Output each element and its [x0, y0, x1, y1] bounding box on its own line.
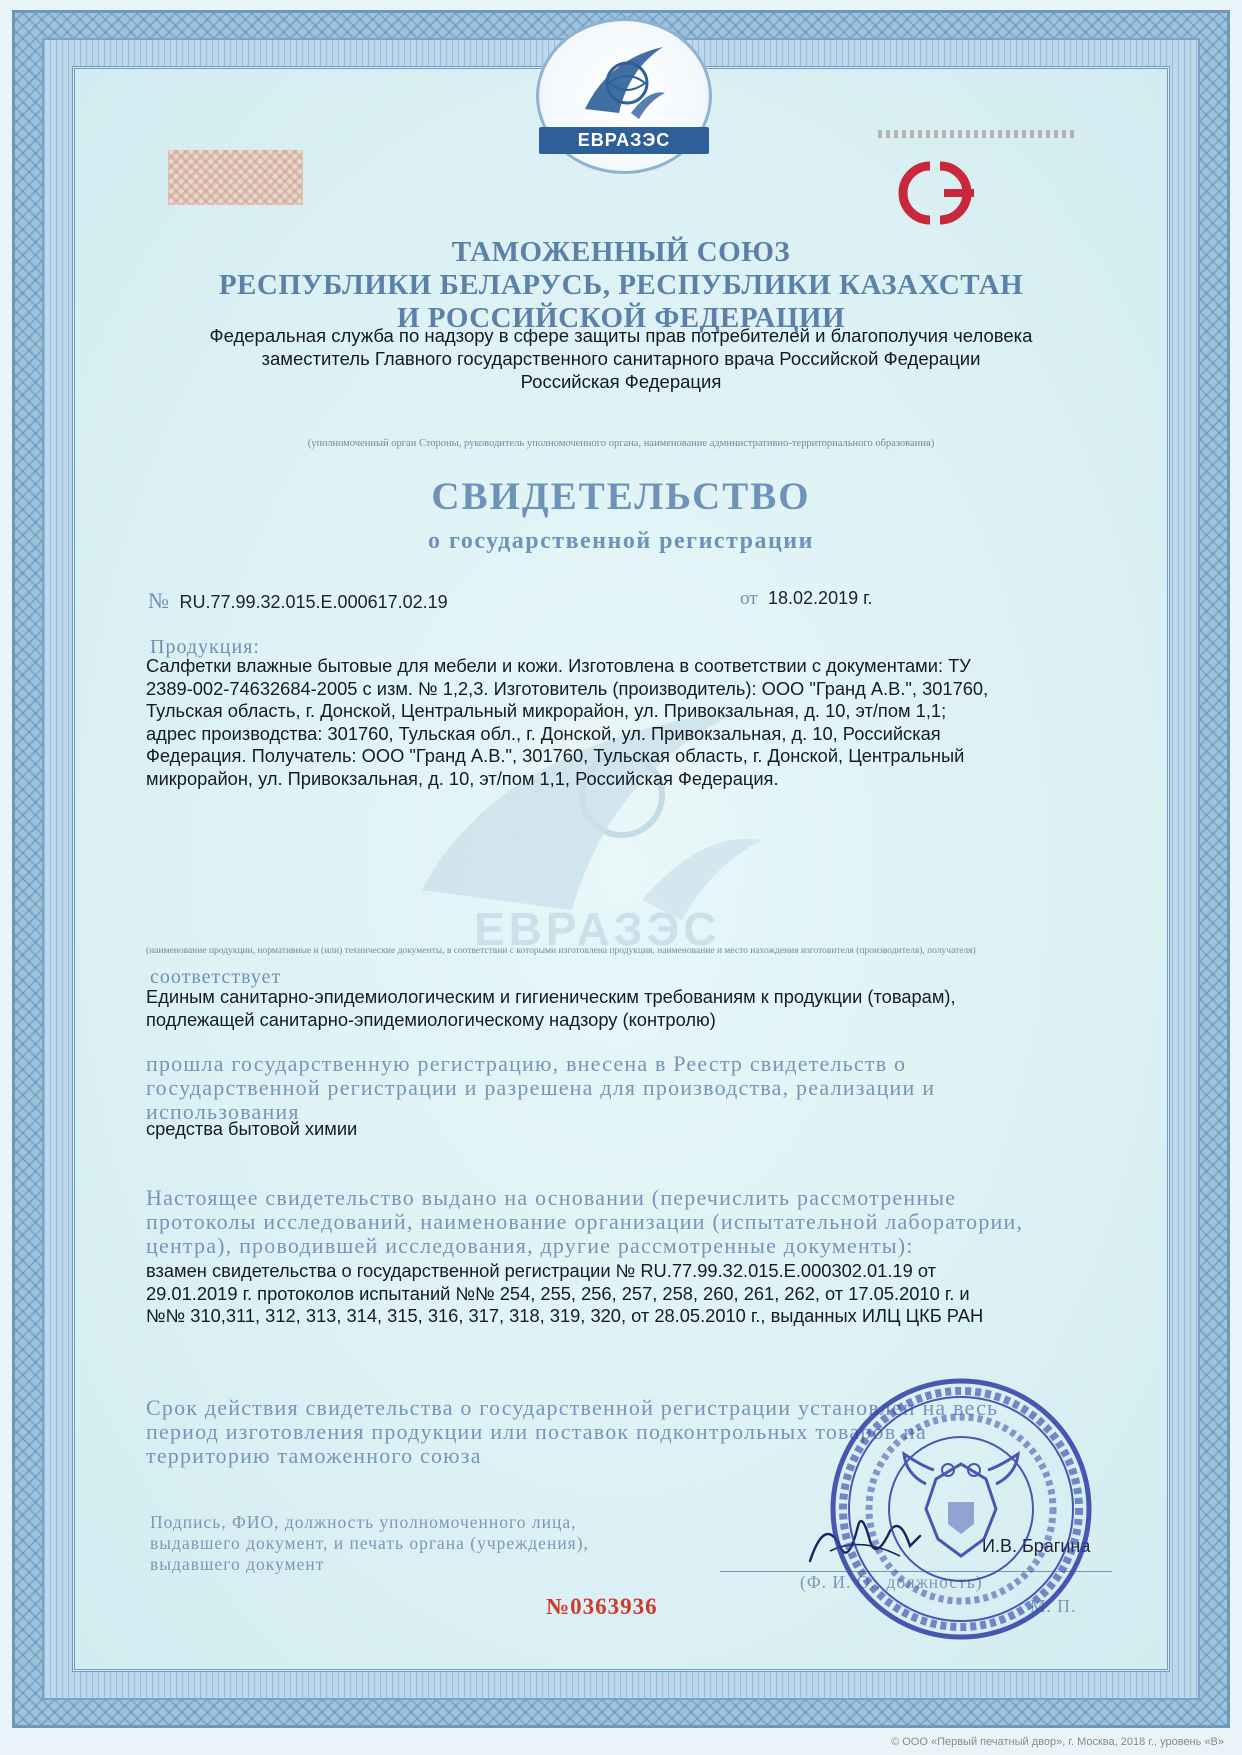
product-caption: (наименование продукции, нормативные и (или) технические документы, в соответствии с которыми изготовлена продукция, наименование и место нахождения изготовителя (производителя), получателя) [146, 946, 976, 956]
form-serial-number: №0363936 [546, 1594, 658, 1619]
validity-line: территорию таможенного союза [146, 1443, 482, 1468]
date-prefix: от [740, 588, 758, 609]
basis-line: протоколы исследований, наименование организации (испытательной лаборатории, [146, 1209, 1024, 1234]
union-title [130, 236, 1112, 335]
product-line: микрорайон, ул. Привокзальная, д. 10, эт/пом 1,1, Российская Федерация. [146, 767, 779, 789]
document-title: СВИДЕТЕЛЬСТВО [431, 475, 811, 518]
svg-text:ЕВРАЗЭС: ЕВРАЗЭС [474, 903, 721, 955]
conformity-line: подлежащей санитарно-эпидемиологическому надзору (контролю) [146, 1008, 716, 1030]
emblem-label: ЕВРАЗЭС [539, 127, 709, 154]
signature-caption [150, 1512, 660, 1575]
registration-date-row [740, 588, 872, 610]
product-line: Федерация. Получатель: ООО "Гранд А.В.", 301760, Тульская область, г. Донской, Центральный [146, 745, 965, 766]
registration-number-row [148, 588, 448, 614]
official-seal-stamp-icon [826, 1374, 1096, 1644]
statement-line: использования [146, 1099, 300, 1124]
registration-date: 18.02.2019 г. [768, 588, 873, 608]
union-title-line: И РОССИЙСКОЙ ФЕДЕРАЦИИ [396, 302, 846, 334]
security-microprint-strip [878, 130, 1078, 138]
validity-line: Срок действия свидетельства о государственной регистрации установлен на весь [146, 1395, 999, 1420]
authority-line: Российская Федерация [520, 371, 722, 392]
registration-statement [146, 1052, 1102, 1124]
basis-line: Настоящее свидетельство выдано на основании (перечислить рассмотренные [146, 1185, 957, 1210]
fio-caption: (Ф. И. О., должность) [800, 1572, 983, 1592]
union-title-line: РЕСПУБЛИКИ БЕЛАРУСЬ, РЕСПУБЛИКИ КАЗАХСТАН [218, 269, 1024, 301]
union-title-line: ТАМОЖЕННЫЙ СОЮЗ [451, 236, 791, 268]
basis-statement [146, 1186, 1102, 1258]
eurasec-emblem [536, 18, 712, 174]
basis-line: центра), проводившей исследования, другие рассмотренные документы): [146, 1233, 914, 1258]
signature-caption-line: выдавшего документ [150, 1554, 325, 1574]
product-line: 2389-002-74632684-2005 с изм. № 1,2,3. Изготовитель (производитель): ООО "Гранд А.В.", 301760, [146, 677, 989, 699]
usage-category: средства бытовой химии [146, 1118, 358, 1139]
basis-document-line: взамен свидетельства о государственной регистрации № RU.77.99.32.015.Е.000302.01.19 от [146, 1260, 936, 1281]
document-subtitle: о государственной регистрации [428, 528, 814, 554]
eac-conformity-mark-icon [882, 158, 988, 228]
product-line: адрес производства: 301760, Тульская обл., г. Донской, ул. Привокзальная, д. 10, Российская [146, 722, 941, 744]
product-description [146, 655, 1110, 790]
product-label: Продукция: [150, 636, 260, 658]
authority-line: Федеральная служба по надзору в сфере защиты прав потребителей и благополучия человека [209, 325, 1033, 346]
registration-number: RU.77.99.32.015.Е.000617.02.19 [179, 592, 448, 612]
issuing-authority [130, 324, 1112, 393]
eurasec-globe-icon [579, 39, 669, 125]
authority-caption: (уполномоченный орган Стороны, руководитель уполномоченного органа, наименование административно-территориального образования) [307, 438, 935, 449]
conformity-requirements [146, 986, 1110, 1031]
seal-place-mark: М. П. [1030, 1596, 1077, 1616]
basis-document-line: №№ 310,311, 312, 313, 314, 315, 316, 317, 318, 319, 320, от 28.05.2010 г., выданных ИЛЦ ЦКБ РАН [146, 1305, 984, 1326]
product-line: Тульская область, г. Донской, Центральный микрорайон, ул. Привокзальная, д. 10, эт/пом 1,1; [146, 700, 947, 721]
basis-document-line: 29.01.2019 г. протоколов испытаний №№ 254, 255, 256, 257, 258, 260, 261, 262, от 17.05.2010 г. и [146, 1282, 970, 1304]
product-line: Салфетки влажные бытовые для мебели и кожи. Изготовлена в соответствии с документами: ТУ [146, 655, 971, 676]
security-hologram-patch [168, 150, 303, 205]
authority-line: заместитель Главного государственного санитарного врача Российской Федерации [261, 348, 981, 369]
basis-documents [146, 1260, 1110, 1328]
signature-caption-line: выдавшего документ, и печать органа (учреждения), [150, 1533, 589, 1553]
statement-line: государственной регистрации и разрешена для производства, реализации и [146, 1075, 936, 1100]
statement-line: прошла государственную регистрацию, внесена в Реестр свидетельств о [146, 1051, 907, 1076]
conformity-label: соответствует [150, 966, 282, 988]
validity-line: период изготовления продукции или поставок подконтрольных товаров на [146, 1419, 927, 1444]
signer-name: И.В. Брагина [982, 1536, 1091, 1556]
conformity-line: Единым санитарно-эпидемиологическим и гигиеническим требованиям к продукции (товарам), [146, 986, 956, 1007]
signature-caption-line: Подпись, ФИО, должность уполномоченного лица, [150, 1512, 577, 1532]
number-sign: № [148, 588, 169, 613]
printer-footer: © ООО «Первый печатный двор», г. Москва, 2018 г., уровень «В» [891, 1736, 1224, 1748]
